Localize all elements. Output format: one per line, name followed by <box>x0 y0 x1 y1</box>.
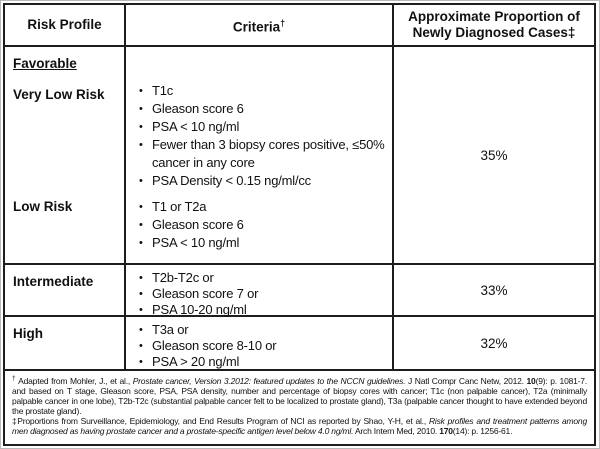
criteria-item: • T3a or <box>136 322 388 338</box>
dagger-marker: † <box>12 375 16 382</box>
footnote-text: (14): p. 1256-61. <box>452 425 513 436</box>
criteria-item: • Gleason score 6 <box>136 100 388 118</box>
high-proportion-value: 32% <box>480 335 508 351</box>
favorable-proportion-value: 35% <box>480 147 508 163</box>
intermediate-section-row <box>5 265 594 317</box>
header-criteria-label: Criteria† <box>232 17 286 35</box>
footnote-article-title: Prostate cancer, Version 3.2012: featured updates to the NCCN guidelines. <box>132 375 406 386</box>
high-criteria-list <box>136 322 388 370</box>
favorable-group-label: Favorable <box>13 56 77 71</box>
header-risk-profile-label: Risk Profile <box>27 17 102 32</box>
criteria-item: • Gleason score 6 <box>136 216 388 234</box>
criteria-item: • PSA > 20 ng/ml <box>136 354 388 370</box>
criteria-item: • PSA Density < 0.15 ng/ml/cc <box>136 172 388 190</box>
footnote-text: (9): p. 1081-7. and based on T stage, Gleason score, PSA, PSA density, number and percentage of biopsy cores with cancer; T1c (non palpable cancer), T2a (minimally palpable cancer in one lobe), T2b-T2c (substantial palpable cancer felt to be localized to prostate gland), T3a (palpable cancer thought to have extended beyond the prostate gland). <box>12 375 587 416</box>
favorable-labels-cell <box>5 47 126 263</box>
footnote-article-title: Risk profiles and treatment patterns among men diagnosed as having prostate cancer and a prostate-specific antigen level below 4.0 ng/ml. <box>12 415 587 436</box>
low-risk-label: Low Risk <box>13 199 73 214</box>
dagger-superscript: † <box>280 17 286 28</box>
criteria-item: • PSA < 10 ng/ml <box>136 234 388 252</box>
footnotes-area <box>5 371 594 444</box>
high-criteria-cell <box>126 317 394 369</box>
criteria-item: • T2b-T2c or <box>136 270 388 286</box>
footnote-text: Adapted from Mohler, J., et al., <box>15 375 133 386</box>
favorable-criteria-cell <box>126 47 394 263</box>
criteria-item: • T1c <box>136 82 388 100</box>
criteria-item: • PSA 10-20 ng/ml <box>136 302 388 318</box>
table-header-row <box>5 5 594 47</box>
intermediate-criteria-cell <box>126 265 394 315</box>
risk-profile-table <box>3 3 596 446</box>
criteria-item: • Fewer than 3 biopsy cores positive, ≤50% cancer in any core <box>136 136 388 172</box>
high-label: High <box>13 326 43 341</box>
intermediate-proportion-value: 33% <box>480 282 508 298</box>
criteria-item: • T1 or T2a <box>136 198 388 216</box>
high-section-row <box>5 317 594 371</box>
very-low-risk-criteria-list <box>136 82 388 190</box>
intermediate-label: Intermediate <box>13 274 94 289</box>
header-risk-profile <box>5 5 126 45</box>
criteria-item: • Gleason score 7 or <box>136 286 388 302</box>
header-proportion-label: Approximate Proportion of Newly Diagnosed Cases‡ <box>408 9 580 40</box>
footnote-text: J Natl Compr Canc Netw, 2012. <box>405 375 527 386</box>
header-proportion <box>394 5 594 45</box>
intermediate-label-cell <box>5 265 126 315</box>
footnote-text: Arch Intern Med, 2010. <box>353 425 440 436</box>
footnote-proportions-citation <box>12 416 587 436</box>
criteria-item: • Gleason score 8-10 or <box>136 338 388 354</box>
footnote-adapted-citation <box>12 374 587 416</box>
footnote-volume: 10 <box>526 375 536 386</box>
intermediate-criteria-list <box>136 270 388 318</box>
favorable-section-row <box>5 47 594 265</box>
header-criteria <box>126 5 394 45</box>
footnote-text: ‡Proportions from Surveillance, Epidemiology, and End Results Program of NCI as reported by Shao, Y-H, et al., <box>12 415 429 426</box>
criteria-item: • PSA < 10 ng/ml <box>136 118 388 136</box>
high-label-cell <box>5 317 126 369</box>
very-low-risk-label: Very Low Risk <box>13 87 105 102</box>
footnote-volume: 170 <box>439 425 453 436</box>
low-risk-criteria-list <box>136 198 388 252</box>
